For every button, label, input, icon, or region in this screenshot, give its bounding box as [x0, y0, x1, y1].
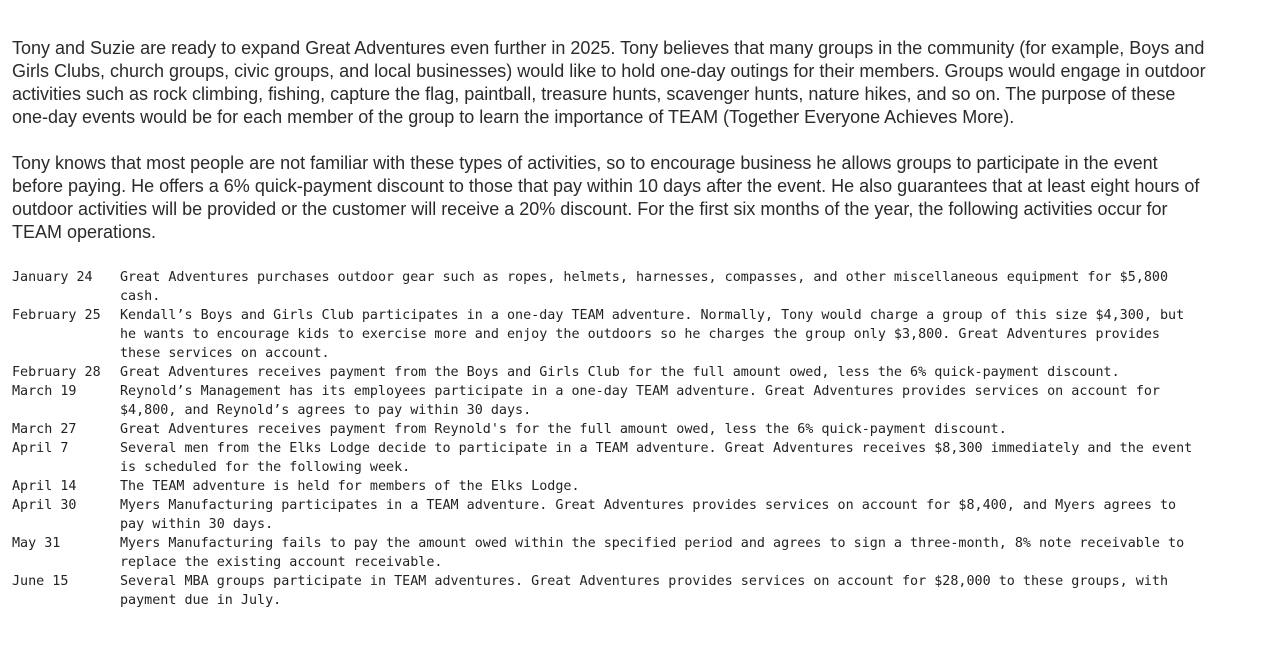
event-row: [12, 420, 1202, 439]
event-date: March 27: [12, 422, 77, 437]
event-date: February 25: [12, 308, 101, 323]
event-date: February 28: [12, 365, 101, 380]
event-row: [12, 382, 1202, 420]
intro-paragraph-2: Tony knows that most people are not familiar with these types of activities, so to encourage business he allows groups to participate in the event before paying. He offers a 6% quick-payment discount to those that pay within 10 days after the event. He also guarantees that at least eight hours of outdoor activities will be provided or the customer will receive a 20% discount. For the first six months of the year, the following activities occur for TEAM operations.: [12, 153, 1200, 242]
event-date: June 15: [12, 574, 69, 589]
event-description: The TEAM adventure is held for members of the Elks Lodge.: [120, 479, 580, 494]
event-description: Great Adventures receives payment from Reynold's for the full amount owed, less the 6% quick-payment discount.: [120, 422, 1007, 437]
event-date: April 14: [12, 479, 77, 494]
event-date: March 19: [12, 384, 77, 399]
event-description: Several men from the Elks Lodge decide to participate in a TEAM adventure. Great Adventures receives $8,300 immediately and the event is scheduled for the following week.: [120, 441, 1193, 475]
intro-paragraph-1: Tony and Suzie are ready to expand Great Adventures even further in 2025. Tony believes that many groups in the community (for example, Boys and Girls Clubs, church groups, civic groups, and local businesses) would like to hold one-day outings for their members. Groups would engage in outdoor activities such as rock climbing, fishing, capture the flag, paintball, treasure hunts, scavenger hunts, nature hikes, and so on. The purpose of these one-day events would be for each member of the group to learn the importance of TEAM (Together Everyone Achieves More).: [12, 38, 1206, 127]
event-date: May 31: [12, 536, 61, 551]
events-list: [12, 268, 1202, 610]
event-description: Kendall’s Boys and Girls Club participates in a one-day TEAM adventure. Normally, Tony would charge a group of this size $4,300, but he wants to encourage kids to exercise more and enjoy the outdoors so he charges the group only $3,800. Great Adventures provides these services on account.: [120, 308, 1185, 361]
event-date: April 30: [12, 498, 77, 513]
event-row: [12, 534, 1202, 572]
event-description: Reynold’s Management has its employees participate in a one-day TEAM adventure. Great Adventures provides services on account for $4,800, and Reynold’s agrees to pay within 30 days.: [120, 384, 1160, 418]
event-description: Myers Manufacturing participates in a TEAM adventure. Great Adventures provides services on account for $8,400, and Myers agrees to pay within 30 days.: [120, 498, 1177, 532]
event-row: [12, 439, 1202, 477]
event-row: [12, 363, 1202, 382]
event-row: [12, 306, 1202, 363]
event-description: Myers Manufacturing fails to pay the amount owed within the specified period and agrees to sign a three-month, 8% note receivable to replace the existing account receivable.: [120, 536, 1185, 570]
event-row: [12, 496, 1202, 534]
event-description: Several MBA groups participate in TEAM adventures. Great Adventures provides services on account for $28,000 to these groups, with payment due in July.: [120, 574, 1169, 608]
event-description: Great Adventures purchases outdoor gear such as ropes, helmets, harnesses, compasses, and other miscellaneous equipment for $5,800 cash.: [120, 270, 1169, 304]
document-body: [12, 37, 1212, 610]
event-date: April 7: [12, 441, 69, 456]
event-row: [12, 477, 1202, 496]
event-row: [12, 268, 1202, 306]
event-description: Great Adventures receives payment from the Boys and Girls Club for the full amount owed, less the 6% quick-payment discount.: [120, 365, 1120, 380]
event-row: [12, 572, 1202, 610]
event-date: January 24: [12, 270, 93, 285]
